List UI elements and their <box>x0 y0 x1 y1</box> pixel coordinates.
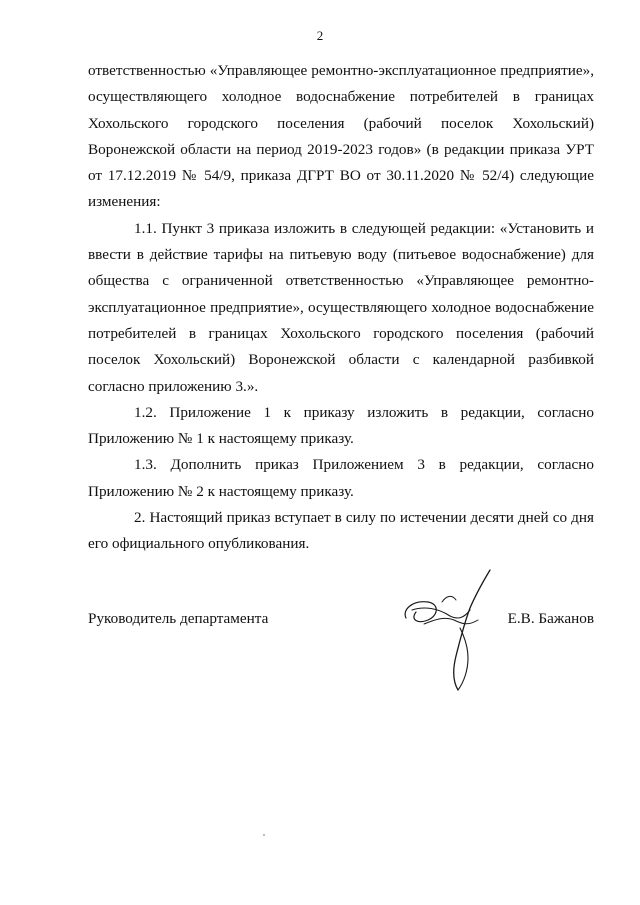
signer-name: Е.В. Бажанов <box>507 610 594 627</box>
page-number: 2 <box>316 28 324 43</box>
paragraph-continuation: ответственностью «Управляющее ремонтно-эксплуатационное предприятие», осуществляющего холодное водоснабжение потребителей в границах Хохольского городского поселения (рабочий поселок Хохольский) Воронежской области на период 2019-2023 годов» (в редакции приказа УРТ от 17.12.2019 № 54/9, приказа ДГРТ ВО от 30.11.2020 № 52/4) следующие изменения: <box>88 62 594 211</box>
document-body <box>88 58 594 558</box>
signer-title: Руководитель департамента <box>88 610 269 627</box>
paragraph-item-2: 2. Настоящий приказ вступает в силу по истечении десяти дней со дня его официального опубликования. <box>88 509 594 553</box>
scan-artifact-dot <box>263 834 265 836</box>
paragraph-item-1-3: 1.3. Дополнить приказ Приложением 3 в редакции, согласно Приложению № 2 к настоящему приказу. <box>88 456 594 500</box>
paragraph-item-1-1: 1.1. Пункт 3 приказа изложить в следующей редакции: «Установить и ввести в действие тарифы на питьевую воду (питьевое водоснабжение) для общества с ограниченной ответственностью «Управляющее ремонтно-эксплуатационное предприятие», осуществляющего холодное водоснабжение потребителей в границах Хохольского городского поселения (рабочий поселок Хохольский) Воронежской области с календарной разбивкой согласно приложению 3.». <box>88 219 594 395</box>
paragraph-item-1-2: 1.2. Приложение 1 к приказу изложить в редакции, согласно Приложению № 1 к настоящему приказу. <box>88 403 594 448</box>
handwritten-signature <box>398 566 508 694</box>
signature-block <box>88 610 594 634</box>
